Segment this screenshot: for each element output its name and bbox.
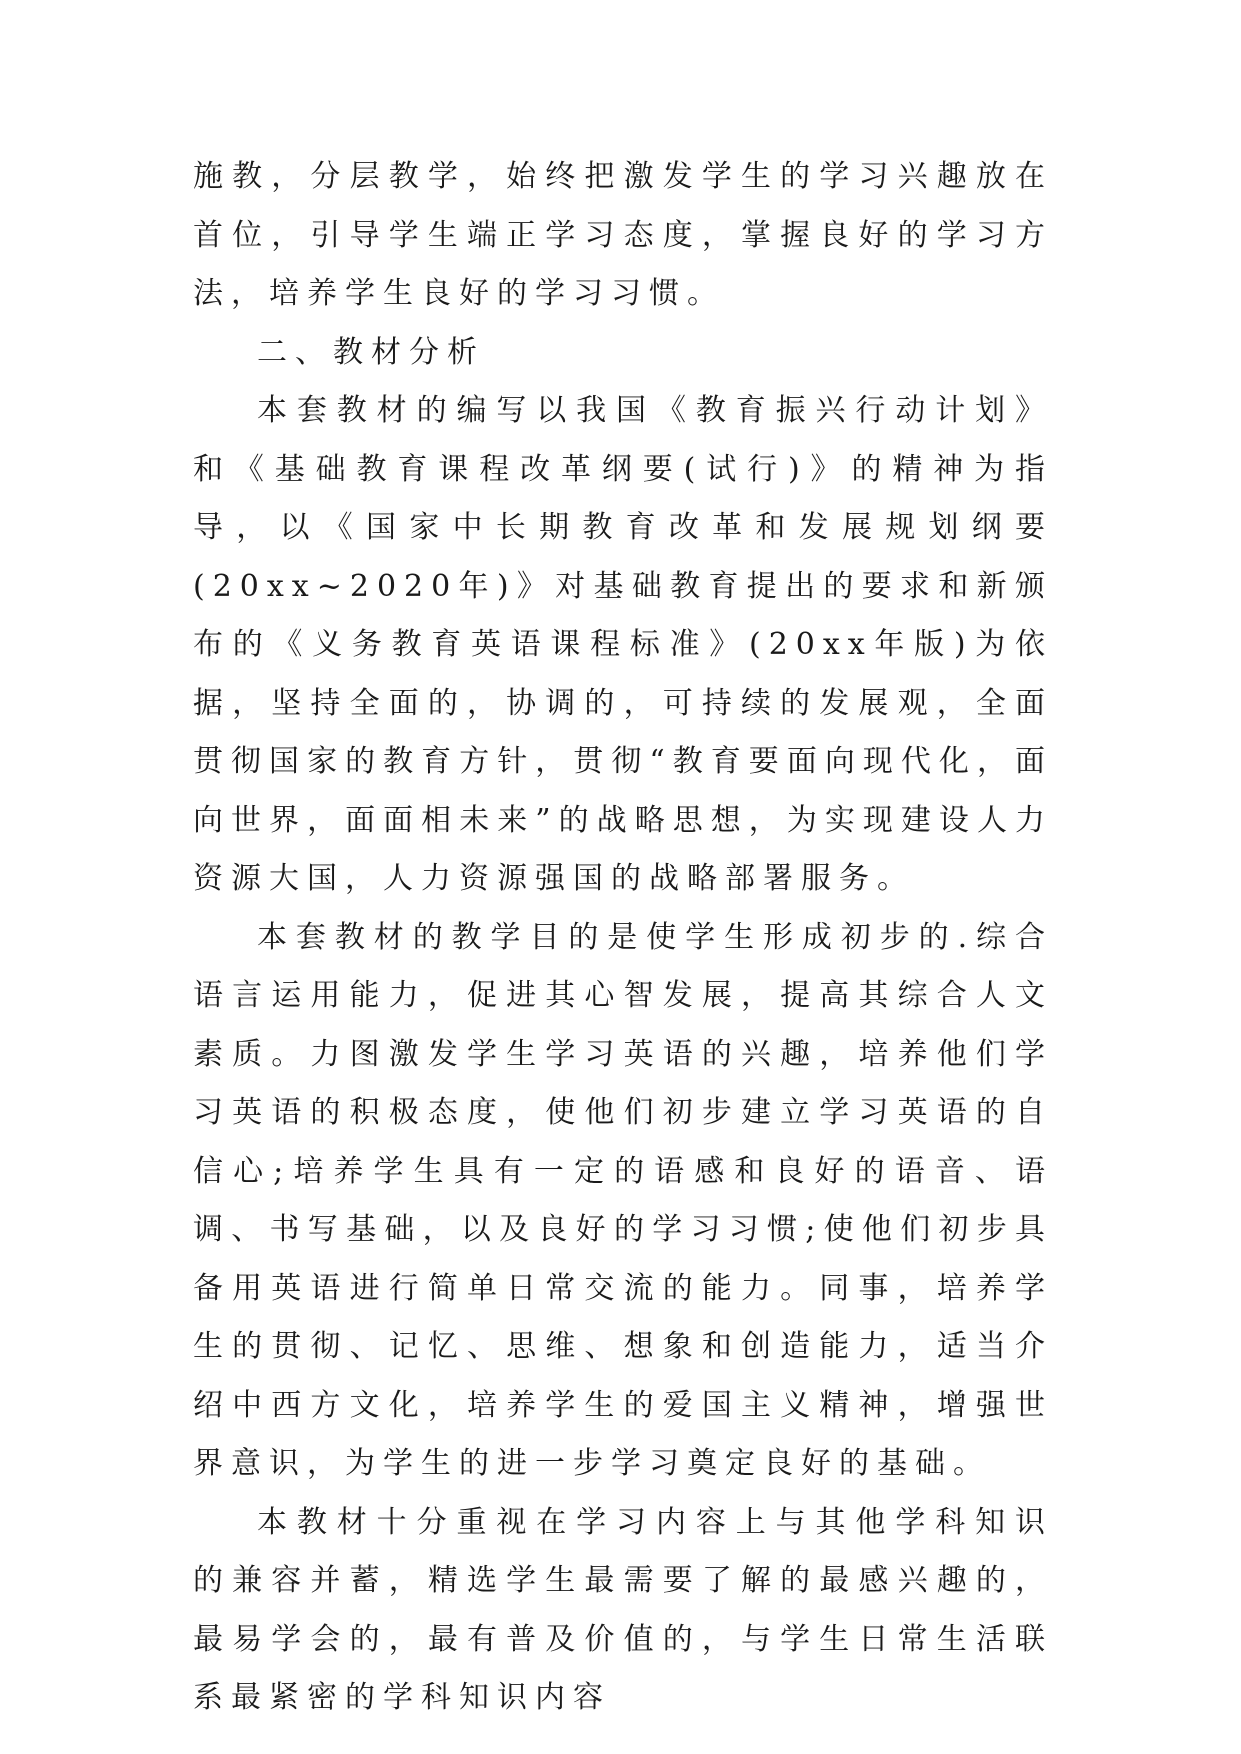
paragraph-cross-subject-content: 本教材十分重视在学习内容上与其他学科知识的兼容并蓄，精选学生最需要了解的最感兴趣的，最易学会的，最有普及价值的，与学生日常生活联系最紧密的学科知识内容	[193, 1504, 1053, 1715]
document-page	[193, 148, 1053, 1728]
paragraph-continuation: 施教，分层教学，始终把激发学生的学习兴趣放在首位，引导学生端正学习态度，掌握良好的学习方法，培养学生良好的学习习惯。	[193, 159, 1053, 311]
section-heading-textbook-analysis: 二、教材分析	[257, 334, 485, 370]
paragraph-compilation-basis: 本套教材的编写以我国《教育振兴行动计划》和《基础教育课程改革纲要(试行)》的精神为指导，以《国家中长期教育改革和发展规划纲要(20xx~2020年)》对基础教育提出的要求和新颁布的《义务教育英语课程标准》(20xx年版)为依据，坚持全面的，协调的，可持续的发展观，全面贯彻国家的教育方针，贯彻“教育要面向现代化，面向世界，面面相未来”的战略思想，为实现建设人力资源大国，人力资源强国的战略部署服务。	[193, 393, 1053, 896]
paragraph-teaching-goals: 本套教材的教学目的是使学生形成初步的.综合语言运用能力，促进其心智发展，提高其综合人文素质。力图激发学生学习英语的兴趣，培养他们学习英语的积极态度，使他们初步建立学习英语的自信心;培养学生具有一定的语感和良好的语音、语调、书写基础，以及良好的学习习惯;使他们初步具备用英语进行简单日常交流的能力。同事，培养学生的贯彻、记忆、思维、想象和创造能力，适当介绍中西方文化，培养学生的爱国主义精神，增强世界意识，为学生的进一步学习奠定良好的基础。	[193, 919, 1053, 1481]
